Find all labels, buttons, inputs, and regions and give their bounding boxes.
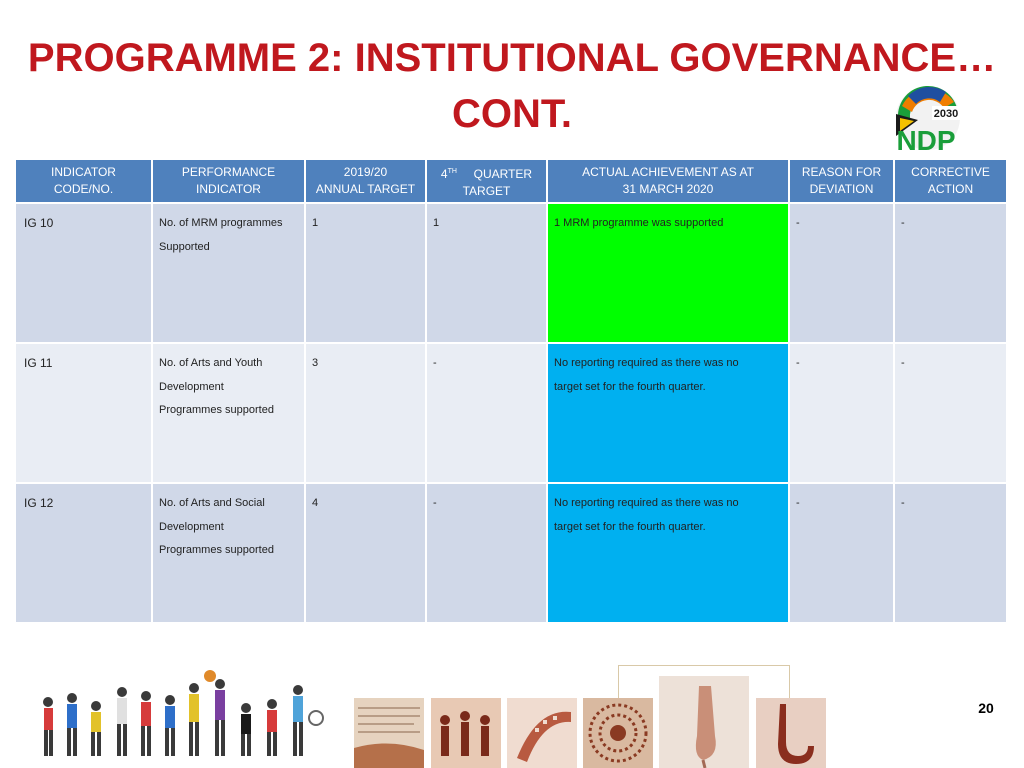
logo-brand: NDP xyxy=(896,125,956,156)
header-annual-target xyxy=(305,159,426,203)
cell-indicator-line: Development xyxy=(159,520,224,533)
cell-achievement-line: 1 MRM programme was supported xyxy=(554,217,724,229)
cell-indicator-line: No. of Arts and Youth xyxy=(159,357,263,369)
cell-achievement-line: target set for the fourth quarter. xyxy=(554,520,706,533)
cell-corrective: - xyxy=(894,483,1007,623)
cell-indicator-line: No. of Arts and Social xyxy=(159,497,265,509)
header-quarter-line1 xyxy=(431,163,542,183)
film-reel-photo xyxy=(507,698,577,768)
cell-achievement-line: No reporting required as there was no xyxy=(554,497,739,509)
header-quarter-num: 4 xyxy=(440,166,448,181)
cell-achievement xyxy=(547,483,789,623)
cell-quarter-target: 1 xyxy=(426,203,547,343)
dancers-silhouette-photo xyxy=(431,698,501,768)
header-performance-indicator xyxy=(152,159,305,203)
cell-annual-target: 3 xyxy=(305,343,426,483)
header-indicator-line2: INDICATOR xyxy=(196,182,261,196)
header-indicator-code xyxy=(15,159,152,203)
ndp-2030-logo xyxy=(888,84,964,156)
ballet-shoe-photo xyxy=(659,676,749,768)
header-quarter-sup: TH xyxy=(447,167,457,175)
header-quarter-target xyxy=(426,159,547,203)
table-row xyxy=(15,203,1007,343)
header-quarter-word: QUARTER xyxy=(473,166,533,181)
cell-annual-target: 1 xyxy=(305,203,426,343)
cell-indicator-line: No. of MRM programmes xyxy=(159,217,283,229)
cell-indicator-line: Programmes supported xyxy=(159,544,274,556)
header-annual-line1: 2019/20 xyxy=(343,165,388,179)
cell-corrective: - xyxy=(894,343,1007,483)
saxophone-photo xyxy=(756,698,826,768)
slide-title-line2: CONT. xyxy=(452,92,572,136)
cell-achievement-line: target set for the fourth quarter. xyxy=(554,380,706,393)
beadwork-photo xyxy=(583,698,653,768)
cell-indicator-line: Development xyxy=(159,380,224,393)
cell-reason: - xyxy=(789,343,894,483)
cell-indicator-line: Supported xyxy=(159,240,210,253)
cell-indicator-line: Programmes supported xyxy=(159,404,274,416)
cell-quarter-target: - xyxy=(426,343,547,483)
header-annual-line2: ANNUAL TARGET xyxy=(315,182,416,196)
book-pages-photo xyxy=(354,698,424,768)
header-actual-achievement xyxy=(547,159,789,203)
header-reason-line2: DEVIATION xyxy=(809,182,874,196)
header-corrective-line1: CORRECTIVE xyxy=(911,165,990,179)
header-corrective-action xyxy=(894,159,1007,203)
cell-reason: - xyxy=(789,203,894,343)
header-code-line2: CODE/NO. xyxy=(53,182,114,196)
header-reason-line1: REASON FOR xyxy=(801,165,882,179)
cell-code: IG 10 xyxy=(15,203,152,343)
header-code-line1: INDICATOR xyxy=(51,165,116,179)
cell-achievement xyxy=(547,203,789,343)
cell-achievement-line: No reporting required as there was no xyxy=(554,357,739,369)
table-row xyxy=(15,483,1007,623)
header-reason-deviation xyxy=(789,159,894,203)
header-achievement-line2: 31 MARCH 2020 xyxy=(622,182,714,196)
cell-code: IG 11 xyxy=(15,343,152,483)
header-indicator-line1: PERFORMANCE xyxy=(181,165,276,179)
cell-code: IG 12 xyxy=(15,483,152,623)
table-row xyxy=(15,343,1007,483)
cell-corrective: - xyxy=(894,203,1007,343)
cell-quarter-target: - xyxy=(426,483,547,623)
cell-indicator xyxy=(152,203,305,343)
page-number: 20 xyxy=(978,700,994,716)
table-header-row xyxy=(15,159,1007,203)
slide-title-line1: PROGRAMME 2: INSTITUTIONAL GOVERNANCE… xyxy=(27,36,997,80)
header-quarter-line2: TARGET xyxy=(462,183,511,198)
performance-table xyxy=(14,158,1008,624)
header-corrective-line2: ACTION xyxy=(927,182,974,196)
cell-reason: - xyxy=(789,483,894,623)
sports-kids-photo xyxy=(34,668,326,764)
cell-indicator xyxy=(152,343,305,483)
cell-annual-target: 4 xyxy=(305,483,426,623)
header-achievement-line1: ACTUAL ACHIEVEMENT AS AT xyxy=(582,165,754,179)
cell-achievement xyxy=(547,343,789,483)
logo-year: 2030 xyxy=(933,108,959,120)
slide-title xyxy=(0,30,1024,142)
cell-indicator xyxy=(152,483,305,623)
